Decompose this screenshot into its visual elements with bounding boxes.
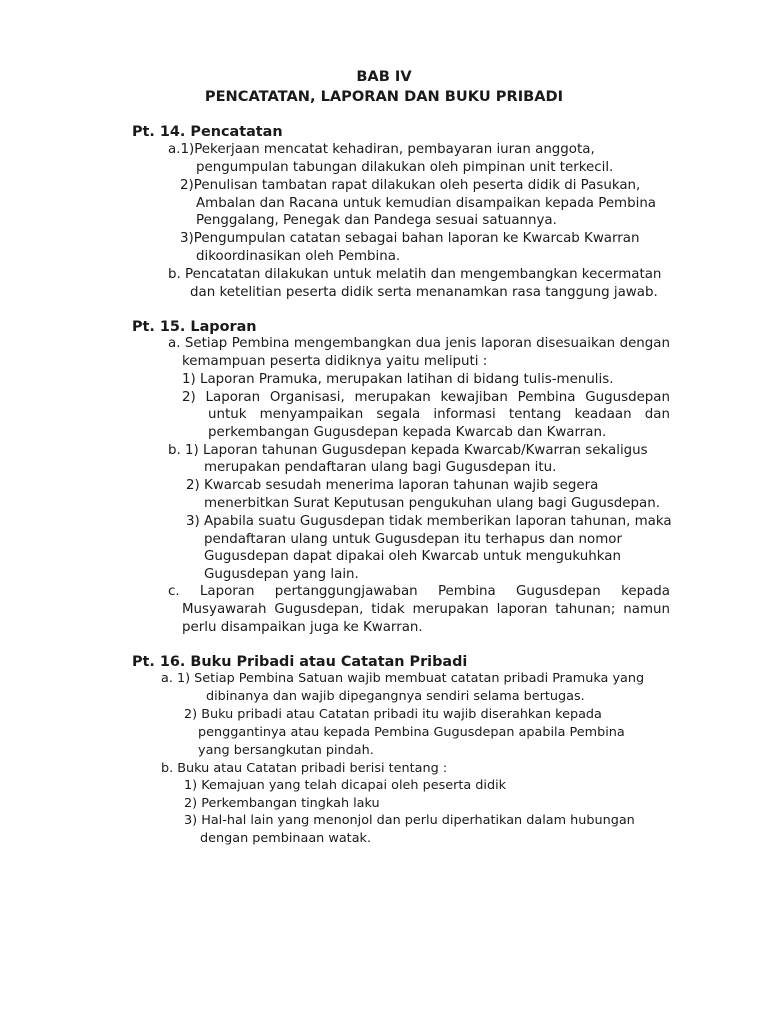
pt15-line: 3) Apabila suatu Gugusdepan tidak memberikan laporan tahunan, maka — [186, 514, 672, 529]
pt14-line: a.1)Pekerjaan mencatat kehadiran, pembayaran iuran anggota, — [168, 142, 595, 157]
pt15-line: kemampuan peserta didiknya yaitu meliputi : — [182, 354, 488, 369]
pt16-line: penggantinya atau kepada Pembina Gugusdepan apabila Pembina — [198, 725, 625, 740]
pt15-line: untuk menyampaikan segala informasi tentang keadaan dan — [208, 407, 670, 422]
pt15-line: menerbitkan Surat Keputusan pengukuhan ulang bagi Gugusdepan. — [204, 496, 660, 511]
pt14-line: dan ketelitian peserta didik serta menanamkan rasa tanggung jawab. — [190, 285, 658, 300]
pt16-line: 3) Hal-hal lain yang menonjol dan perlu diperhatikan dalam hubungan — [184, 813, 635, 828]
pt16-line: 1) Kemajuan yang telah dicapai oleh peserta didik — [184, 778, 507, 793]
pt16-line: 2) Perkembangan tingkah laku — [184, 796, 380, 811]
pt15-line: Gugusdepan dapat dipakai oleh Kwarcab untuk mengukuhkan — [204, 549, 621, 564]
pt16-line: b. Buku atau Catatan pribadi berisi tentang : — [161, 761, 448, 776]
section-heading-pt15: Pt. 15. Laporan — [132, 319, 257, 335]
pt15-line: merupakan pendaftaran ulang bagi Gugusdepan itu. — [204, 460, 557, 475]
pt14-line: 3)Pengumpulan catatan sebagai bahan laporan ke Kwarcab Kwarran — [180, 231, 640, 246]
pt14-line: pengumpulan tabungan dilakukan oleh pimpinan unit terkecil. — [196, 160, 614, 175]
pt15-line: Musyawarah Gugusdepan, tidak merupakan laporan tahunan; namun — [182, 602, 670, 617]
pt16-line: dengan pembinaan watak. — [200, 831, 372, 846]
pt15-line: 1) Laporan Pramuka, merupakan latihan di bidang tulis-menulis. — [182, 372, 614, 387]
chapter-number: BAB IV — [356, 68, 412, 85]
pt15-line: perkembangan Gugusdepan kepada Kwarcab dan Kwarran. — [208, 425, 607, 440]
pt15-line: perlu disampaikan juga ke Kwarran. — [182, 620, 423, 635]
pt16-line: a. 1) Setiap Pembina Satuan wajib membuat catatan pribadi Pramuka yang — [161, 671, 645, 686]
pt15-line: Gugusdepan yang lain. — [204, 567, 359, 582]
pt14-line: b. Pencatatan dilakukan untuk melatih dan mengembangkan kecermatan — [168, 267, 662, 282]
pt15-line: 2) Kwarcab sesudah menerima laporan tahunan wajib segera — [186, 478, 599, 493]
chapter-title: PENCATATAN, LAPORAN DAN BUKU PRIBADI — [204, 88, 564, 105]
section-heading-pt14: Pt. 14. Pencatatan — [132, 124, 283, 140]
pt16-line: 2) Buku pribadi atau Catatan pribadi itu wajib diserahkan kepada — [184, 707, 602, 722]
section-heading-pt16: Pt. 16. Buku Pribadi atau Catatan Pribadi — [132, 654, 468, 670]
pt16-line: yang bersangkutan pindah. — [198, 743, 374, 758]
pt15-line: pendaftaran ulang untuk Gugusdepan itu terhapus dan nomor — [204, 532, 622, 547]
pt14-line: 2)Penulisan tambatan rapat dilakukan oleh peserta didik di Pasukan, — [180, 178, 641, 193]
pt15-line: c. Laporan pertanggungjawaban Pembina Gugusdepan kepada — [168, 584, 670, 599]
pt15-line: b. 1) Laporan tahunan Gugusdepan kepada Kwarcab/Kwarran sekaligus — [168, 443, 648, 458]
pt15-line: 2) Laporan Organisasi, merupakan kewajiban Pembina Gugusdepan — [182, 390, 670, 405]
pt14-line: Penggalang, Penegak dan Pandega sesuai satuannya. — [196, 213, 557, 228]
pt16-line: dibinanya dan wajib dipegangnya sendiri selama bertugas. — [206, 689, 585, 704]
pt14-line: Ambalan dan Racana untuk kemudian disampaikan kepada Pembina — [196, 196, 657, 211]
pt15-line: a. Setiap Pembina mengembangkan dua jenis laporan disesuaikan dengan — [168, 336, 670, 351]
pt14-line: dikoordinasikan oleh Pembina. — [196, 249, 401, 264]
